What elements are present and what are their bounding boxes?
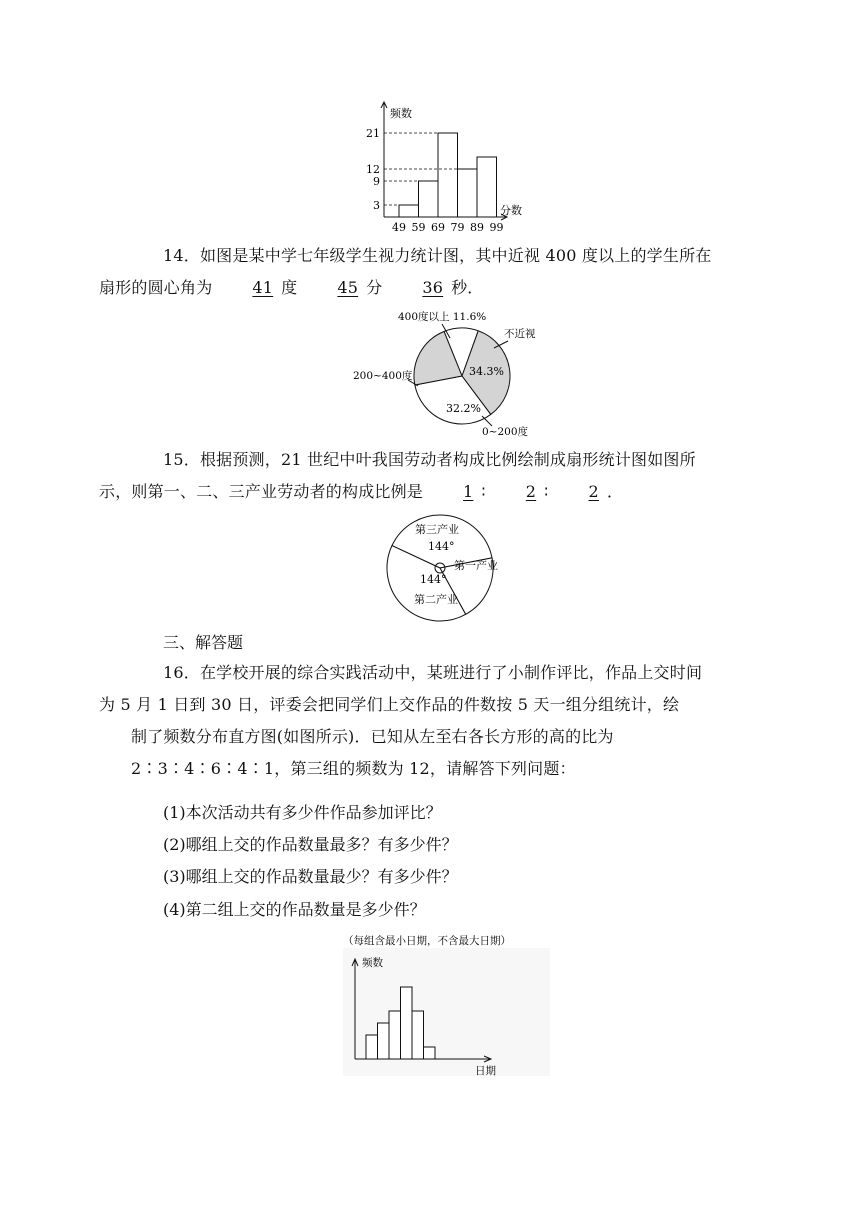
histogram-bar (366, 1035, 378, 1059)
histogram-bar (458, 169, 478, 217)
angle-tertiary: 144° (428, 540, 455, 553)
label-400-above: 400度以上 11.6% (398, 311, 487, 323)
histogram-bar (419, 181, 439, 217)
question-16 (99, 657, 731, 785)
histogram-xlabel: 分数 (500, 204, 522, 217)
date-histogram (335, 930, 565, 1080)
q16-line4: 2∶3∶4∶6∶4∶1，第三组的频数为 12，请解答下列问题： (131, 759, 576, 778)
x-tick-label: 99 (489, 221, 504, 234)
ratio-sep-1: ∶ (481, 482, 486, 501)
q14-answer-seconds: 36 (422, 278, 444, 297)
question-14 (99, 240, 731, 304)
q15-period: ． (606, 482, 624, 501)
angle-secondary: 144° (420, 573, 447, 586)
histogram-bar (401, 987, 413, 1059)
y-tick-label: 21 (366, 127, 380, 140)
x-tick-label: 79 (450, 221, 465, 234)
histogram-bar (438, 133, 458, 217)
x-tick-label: 59 (411, 221, 426, 234)
histogram-caption: （每组含最小日期，不含最大日期） (343, 935, 511, 947)
q16-sub2: (2)哪组上交的作品数量最多？有多少件？ (163, 835, 458, 854)
histogram-bar (412, 1011, 424, 1059)
q14-line2-text: 扇形的圆心角为 (99, 278, 213, 297)
histogram-bar (424, 1047, 436, 1059)
histogram-xlabel: 日期 (475, 1065, 496, 1077)
vision-pie-chart (350, 308, 550, 443)
histogram-bar (389, 1011, 401, 1059)
q15-answer-tertiary: 2 (588, 482, 599, 501)
label-primary: 第一产业 (454, 559, 498, 572)
q15-line2-text: 示，则第一、二、三产业劳动者的构成比例是 (99, 482, 424, 501)
histogram-ylabel: 频数 (362, 957, 383, 969)
x-tick-label: 89 (470, 221, 484, 234)
q14-line1: 14．如图是某中学七年级学生视力统计图，其中近视 400 度以上的学生所在 (163, 246, 712, 265)
q16-line1: 16．在学校开展的综合实践活动中，某班进行了小制作评比，作品上交时间 (163, 663, 703, 682)
q16-sub1: (1)本次活动共有多少件作品参加评比？ (163, 803, 442, 822)
q14-unit-minute: 分 (366, 278, 383, 297)
y-tick-label: 9 (373, 175, 380, 188)
question-15 (99, 444, 731, 508)
industry-pie-chart (380, 510, 500, 630)
q15-answer-primary: 1 (463, 482, 474, 501)
q16-line2: 为 5 月 1 日到 30 日，评委会把同学们上交作品的件数按 5 天一组分组统计，绘 (99, 695, 680, 714)
histogram-ylabel: 频数 (390, 107, 412, 120)
label-0-200: 0~200度 (482, 426, 529, 438)
q14-answer-degrees: 41 (252, 278, 274, 297)
ratio-sep-2: ∶ (544, 482, 549, 501)
score-histogram (360, 100, 540, 235)
label-secondary: 第二产业 (414, 593, 458, 606)
q14-answer-minutes: 45 (337, 278, 359, 297)
x-tick-label: 69 (431, 221, 445, 234)
histogram-bar (378, 1023, 390, 1059)
x-tick-label: 49 (392, 221, 406, 234)
q16-sub3: (3)哪组上交的作品数量最少？有多少件？ (163, 867, 458, 886)
q15-line1: 15．根据预测，21 世纪中叶我国劳动者构成比例绘制成扇形统计图如图所 (163, 450, 696, 469)
pct-no-myopia: 34.3% (469, 365, 504, 378)
label-tertiary: 第三产业 (415, 523, 459, 536)
histogram-bar (399, 205, 419, 217)
y-tick-label: 12 (366, 163, 380, 176)
q14-unit-degree: 度 (281, 278, 298, 297)
label-200-400: 200~400度 (353, 370, 413, 382)
y-tick-label: 3 (373, 199, 380, 212)
q15-answer-secondary: 2 (525, 482, 537, 501)
section-heading: 三、解答题 (163, 633, 244, 652)
histogram-bar (477, 157, 497, 217)
pct-0-200: 32.2% (446, 402, 481, 415)
q16-line3: 制了频数分布直方图(如图所示)．已知从左至右各长方形的高的比为 (131, 727, 614, 746)
q14-unit-second: 秒． (451, 278, 484, 297)
q16-sub4: (4)第二组上交的作品数量是多少件？ (163, 900, 426, 919)
label-no-myopia: 不近视 (504, 328, 536, 340)
